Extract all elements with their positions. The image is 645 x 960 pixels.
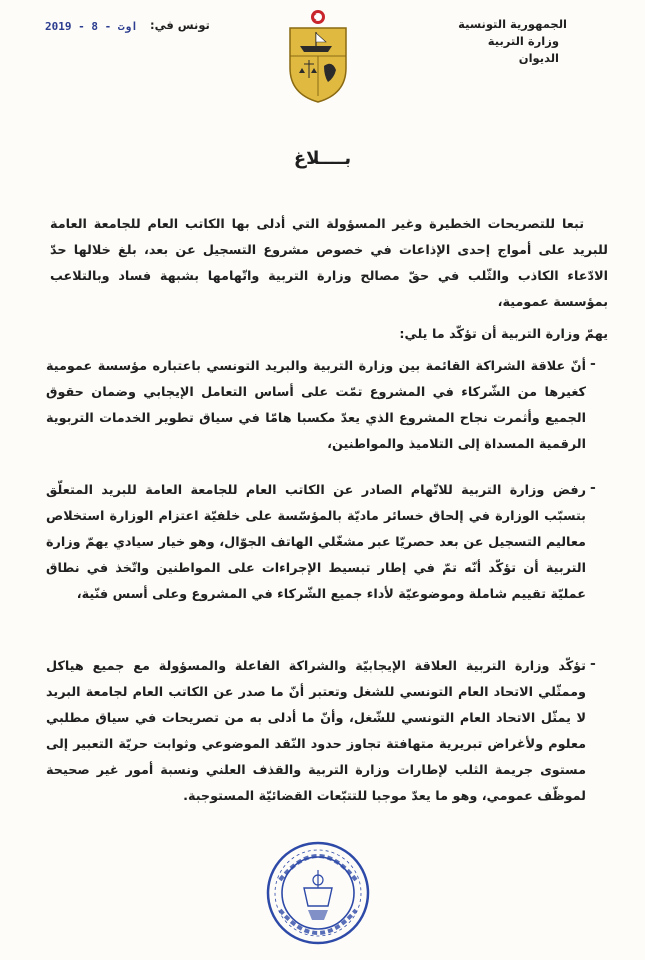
- letterhead-office: الديوان: [518, 51, 559, 65]
- bullet-marker: -: [590, 656, 596, 672]
- place-label: تونس في:: [150, 18, 210, 32]
- list-item: أنّ علاقة الشراكة القائمة بين وزارة التربية والبريد التونسي باعتباره مؤسسة عمومية كغيرها من الشّركاء في المشروع تمّت على أساس التعامل الإيجابي وضمان حقوق الجميع وأثمرت نجاح المشروع الذي يعدّ مكسبا هامّا في سياق تطوير الخدمات التربوية الرقمية المسداة إلى التلاميذ والمواطنين،: [46, 359, 586, 452]
- lead-paragraph: يهمّ وزارة التربية أن تؤكّد ما يلي:: [399, 327, 608, 342]
- bullet-marker: -: [590, 480, 596, 496]
- bullet-marker: -: [590, 356, 596, 372]
- list-item: تؤكّد وزارة التربية العلاقة الإيجابيّة والشراكة الفاعلة والمسؤولة مع جميع هياكل وممثّلي الاتحاد العام التونسي للشغل وتعتبر أنّ ما صدر عن الكاتب العام لجامعة البريد لا يمثّل الاتحاد العام التونسي للشّغل، وأنّ ما أدلى به من تصريحات في سياق مطلبي معلوم ولأغراض تبريرية متهافتة تجاوز حدود النّقد الموضوعي وثوابت حريّة التعبير إلى مستوى جريمة الثلب لإطارات وزارة التربية والقذف العلني ونسبة أمور غير صحيحة لموظّف عمومي، وهو ما يعدّ موجبا للتتبّعات القضائيّة المستوجبة.: [46, 659, 586, 804]
- list-item: رفض وزارة التربية للاتّهام الصادر عن الكاتب العام للجامعة العامة للبريد المتعلّق بتسبّب الوزارة في إلحاق خسائر ماديّة بالمؤسّسة على خلفيّة اعتزام الوزارة استخلاص معاليم التسجيل عن بعد حصريّا عبر مشغّلي الهاتف الجوّال، وهو خيار سيادي يهمّ وزارة التربية أن تؤكّد أنّه تمّ في إطار تبسيط الإجراءات على المواطنين واتّخذ في نطاق عمليّة تقييم شاملة وموضوعيّة لأداء جميع الشّركاء في المشروع وعلى أسس فنّية،: [46, 483, 586, 602]
- date-stamp: 2019 - اوت - 8: [45, 20, 138, 33]
- official-stamp-icon: [262, 840, 374, 946]
- intro-paragraph: تبعا للتصريحات الخطيرة وغير المسؤولة التي أدلى بها الكاتب العام للجامعة العامة للبريد على أمواج إحدى الإذاعات في خصوص مشروع التسجيل عن بعد، بلغ خلالها حدّ الادّعاء الكاذب والثّلب في حقّ مصالح وزارة التربية واتّهامها بشبهة فساد وبالتلاعب بمؤسسة عمومية،: [50, 217, 608, 310]
- letterhead-republic: الجمهورية التونسية: [458, 17, 567, 31]
- coat-of-arms-icon: [282, 8, 354, 104]
- document-title: بــــلاغ: [293, 148, 352, 169]
- letterhead: [427, 16, 567, 67]
- letterhead-ministry: وزارة التربية: [487, 34, 559, 48]
